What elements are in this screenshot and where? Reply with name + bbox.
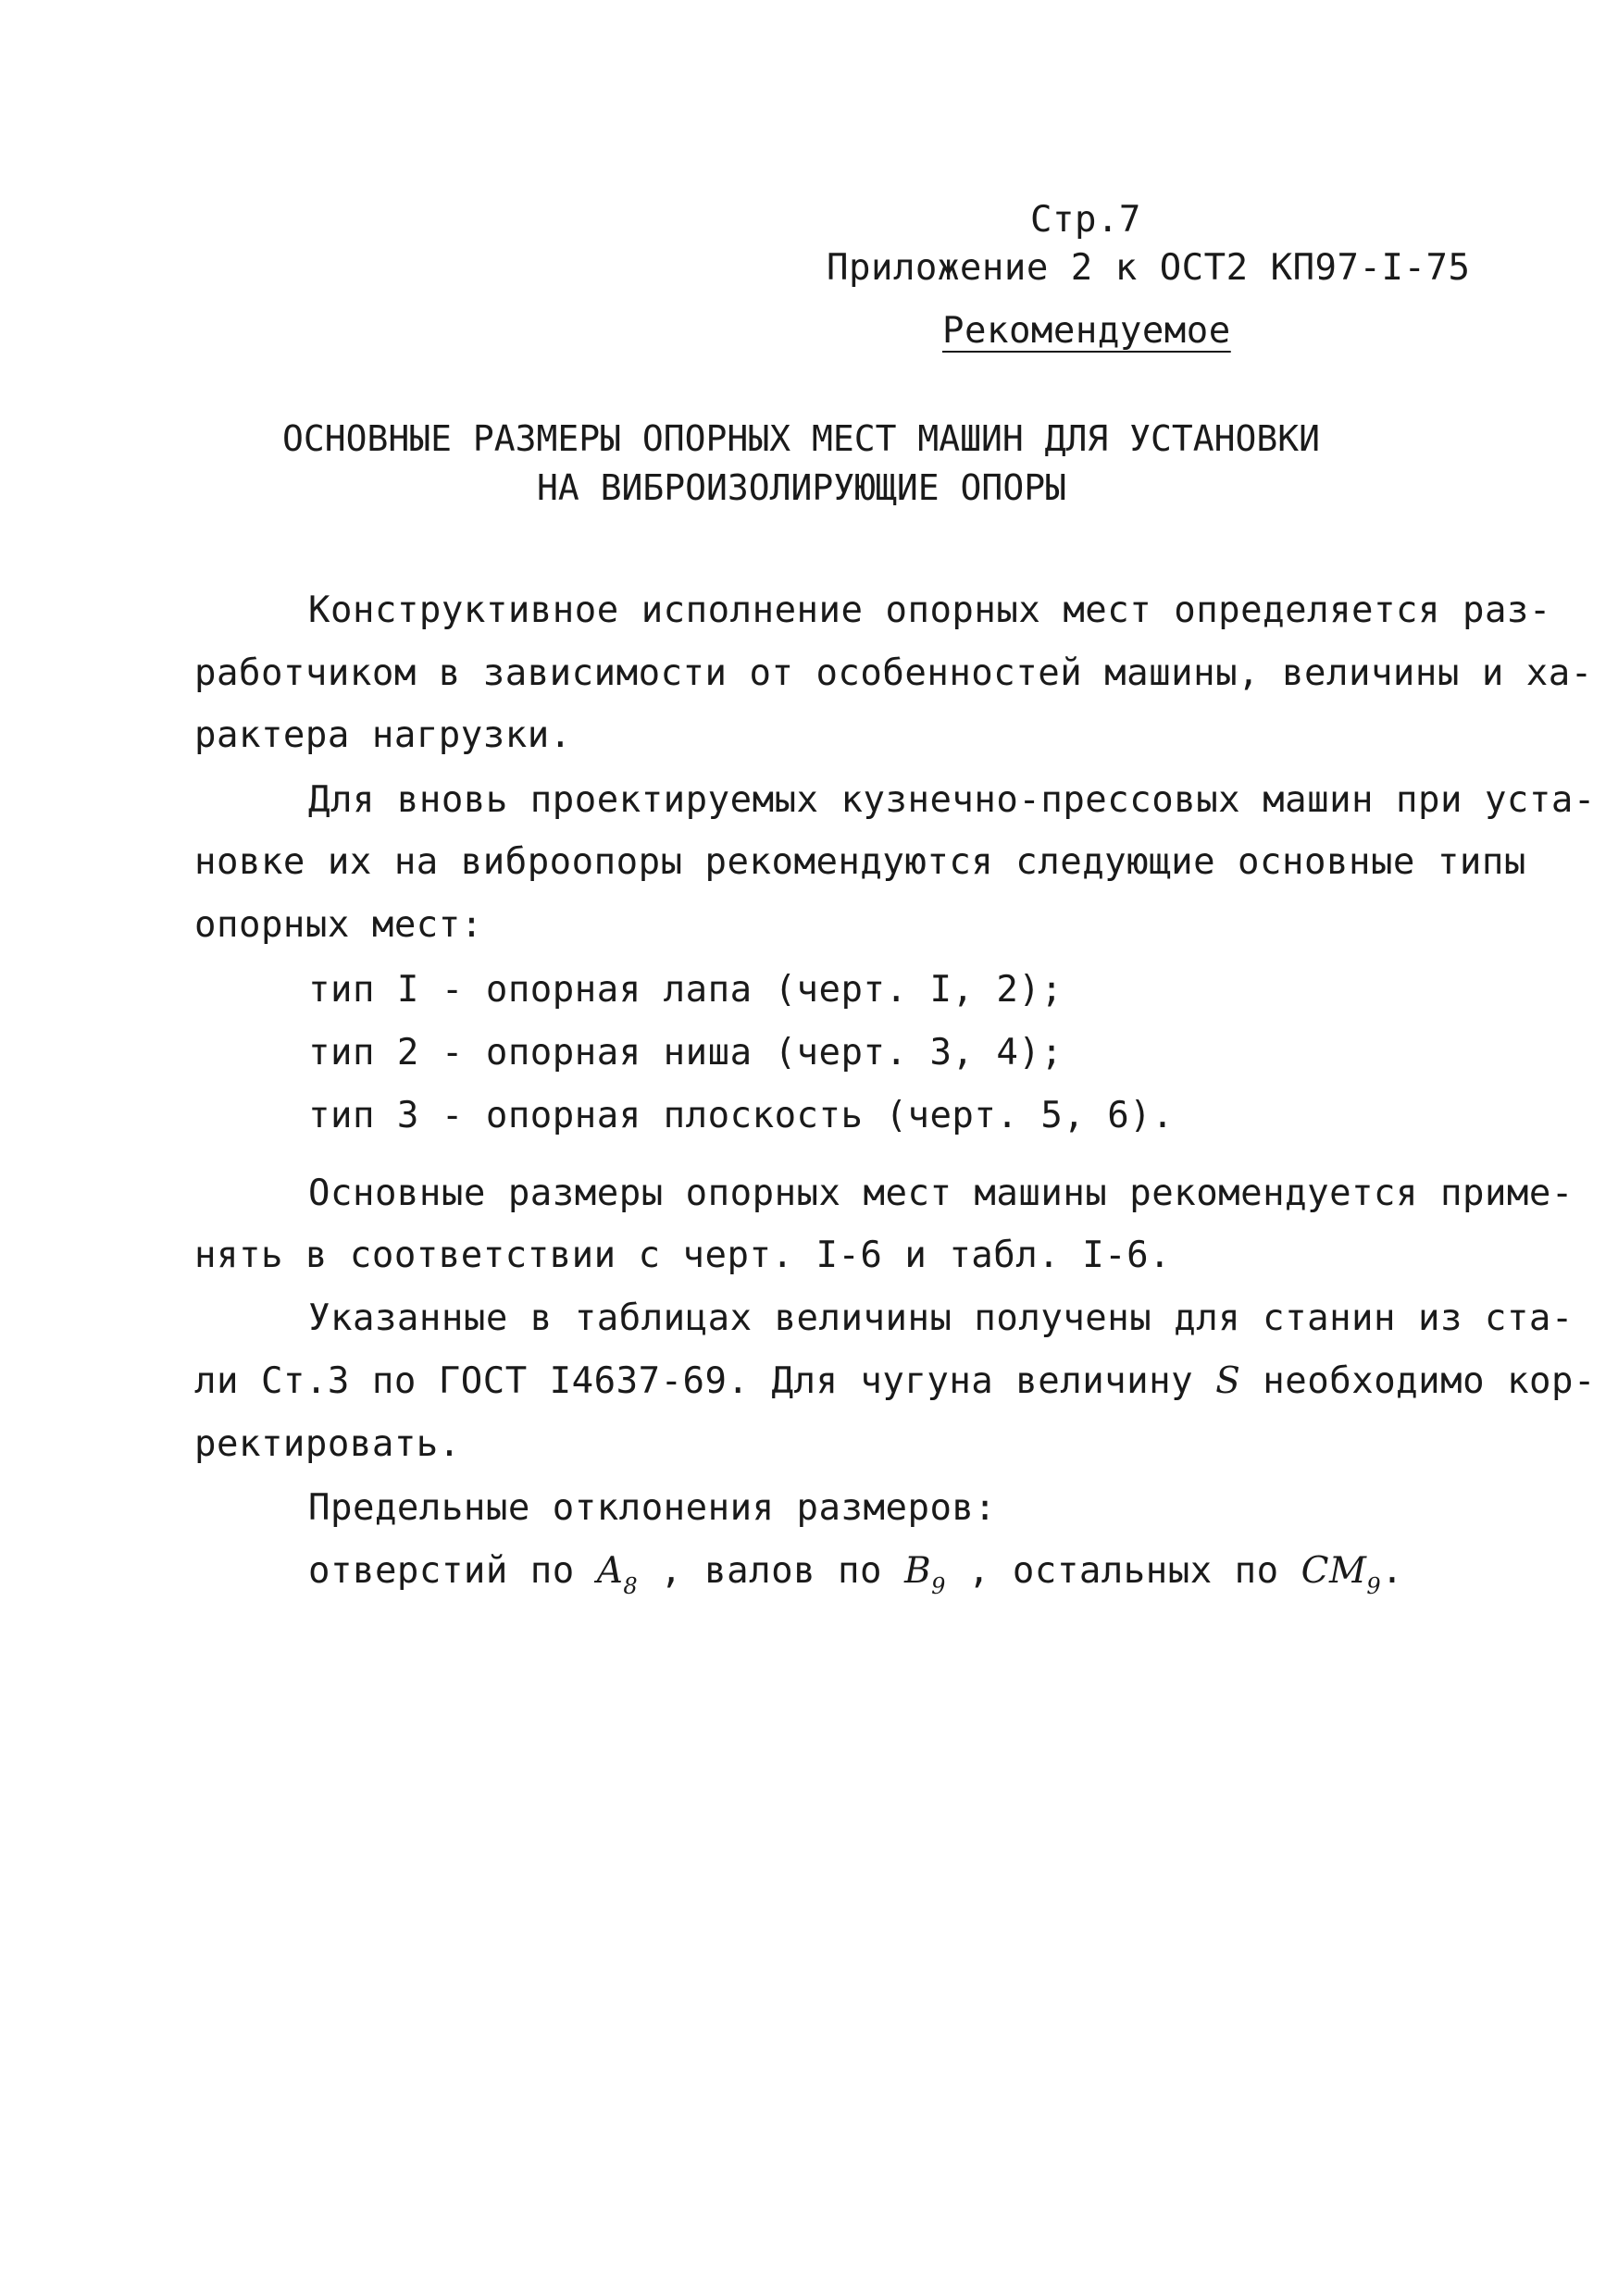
appendix-status: Рекомендуемое <box>942 310 1231 352</box>
document-title-line-2: НА ВИБРОИЗОЛИРУЮЩИЕ ОПОРЫ <box>537 467 1066 508</box>
paragraph-4-line-2-start: ли Ст.3 по ГОСТ I4637-69. Для чугуна величину <box>194 1360 1194 1402</box>
tolerances-heading: Предельные отклонения размеров: <box>308 1487 997 1529</box>
paragraph-1-line-3: рактера нагрузки. <box>194 714 572 756</box>
paragraph-2-line-3: опорных мест: <box>194 904 483 946</box>
appendix-reference: Приложение 2 к ОСТ2 КП97-I-75 <box>827 247 1471 289</box>
paragraph-4-line-2 <box>194 1360 1596 1402</box>
tolerance-others-subscript: 9 <box>1366 1573 1382 1599</box>
tolerances-line <box>308 1550 1404 1599</box>
paragraph-3-line-2: нять в соответствии с черт. I-6 и табл. I-6. <box>194 1235 1172 1276</box>
tolerance-shafts-label: , валов по <box>660 1550 882 1592</box>
paragraph-2-line-1: Для вновь проектируемых кузнечно-прессовых машин при уста- <box>308 779 1596 821</box>
thickness-symbol: S <box>1215 1360 1241 1402</box>
paragraph-3-line-1: Основные размеры опорных мест машины рекомендуется приме- <box>308 1173 1574 1214</box>
page-number: Стр.7 <box>1030 199 1141 241</box>
paragraph-4-line-3: ректировать. <box>194 1423 461 1465</box>
support-type-2: тип 2 - опорная ниша (черт. 3, 4); <box>308 1032 1064 1074</box>
support-type-1: тип I - опорная лапа (черт. I, 2); <box>308 969 1064 1011</box>
tolerance-others-label: , остальных по <box>967 1550 1279 1592</box>
document-title-line-1: ОСНОВНЫЕ РАЗМЕРЫ ОПОРНЫХ МЕСТ МАШИН ДЛЯ УСТАНОВКИ <box>282 418 1321 459</box>
tolerance-others-symbol: CM <box>1301 1550 1367 1592</box>
support-type-3: тип 3 - опорная плоскость (черт. 5, 6). <box>308 1095 1175 1136</box>
paragraph-1-line-2: работчиком в зависимости от особенностей машины, величины и ха- <box>194 652 1593 694</box>
paragraph-2-line-2: новке их на виброопоры рекомендуются следующие основные типы <box>194 841 1526 883</box>
paragraph-1-line-1: Конструктивное исполнение опорных мест определяется раз- <box>308 590 1551 631</box>
tolerance-shafts-symbol: B <box>903 1550 932 1592</box>
tolerance-holes-subscript: 8 <box>623 1573 639 1599</box>
paragraph-4-line-1: Указанные в таблицах величины получены для станин из ста- <box>308 1297 1574 1339</box>
paragraph-4-line-2-end: необходимо кор- <box>1263 1360 1596 1402</box>
tolerance-holes-symbol: A <box>596 1550 624 1592</box>
tolerance-holes-label: отверстий по <box>308 1550 575 1592</box>
tolerance-line-end: . <box>1381 1550 1404 1592</box>
tolerance-shafts-subscript: 9 <box>931 1573 946 1599</box>
